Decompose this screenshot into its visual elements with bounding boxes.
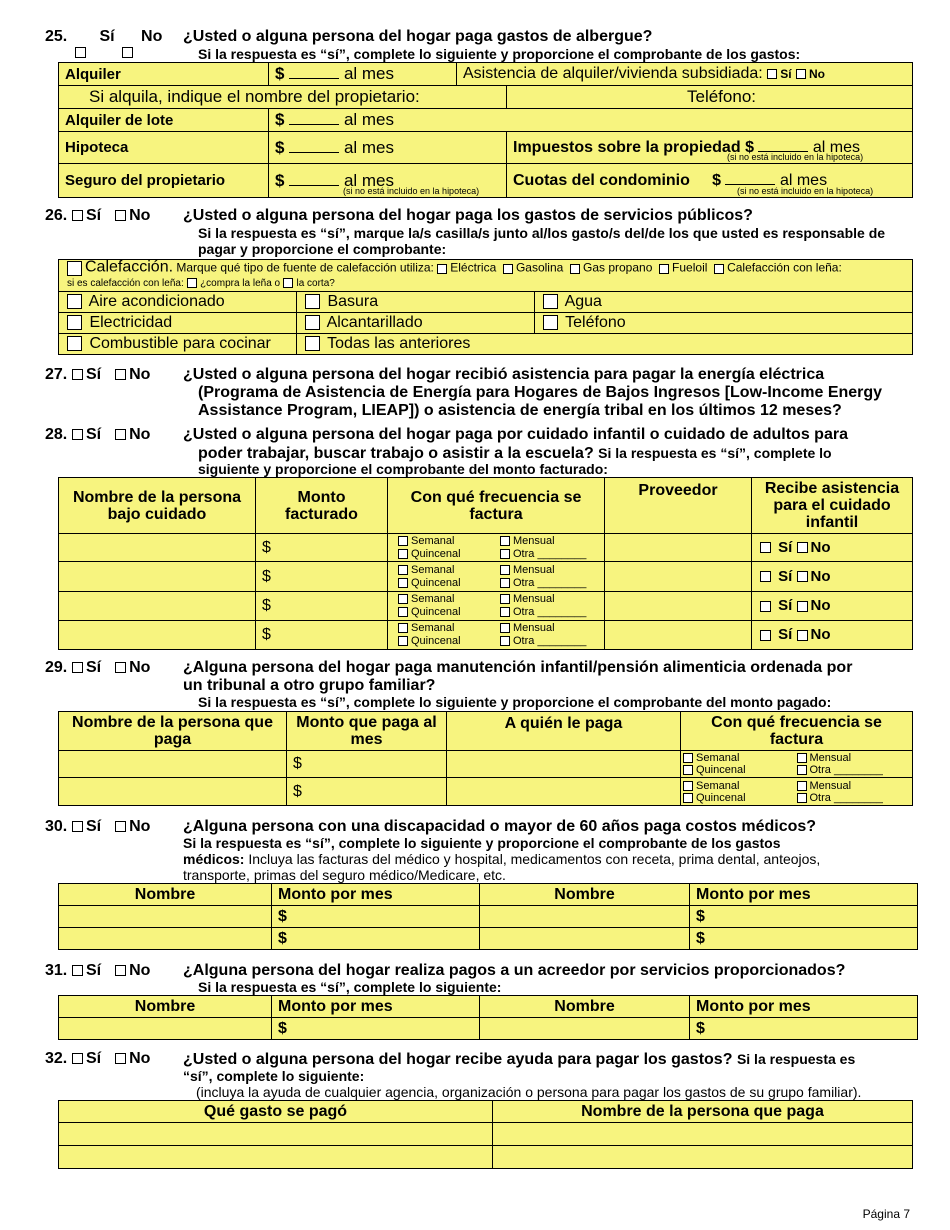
utility-sewer[interactable]: Alcantarillado: [297, 313, 535, 334]
subsidy-yes-checkbox[interactable]: [767, 69, 777, 79]
utility-air-conditioning[interactable]: Aire acondicionado: [59, 292, 297, 313]
header-monthly-amount: Monto que paga al mes: [287, 712, 447, 751]
header-billed-amount: Monto facturado: [256, 478, 388, 534]
q31-question: ¿Alguna persona del hogar realiza pagos a un acreedor por servicios proporcionados?: [183, 962, 846, 979]
q29-child-support-table: [58, 711, 913, 806]
q25-shelter-table: [58, 62, 913, 198]
frequency-options: Semanal Mensual Quincenal Otra ________: [388, 534, 605, 562]
q30-instruction-3: transporte, primas del seguro médico/Medicare, etc.: [183, 867, 506, 883]
billed-amount-field[interactable]: $: [256, 534, 388, 562]
q26-utilities-table: [58, 259, 913, 355]
q27-question-line-3: Assistance Program, LIEAP]) o asistencia de energía tribal en los últimos 12 meses?: [198, 402, 842, 419]
mortgage-label: Hipoteca: [59, 132, 269, 164]
payer-name-field[interactable]: [493, 1146, 913, 1169]
frequency-options: Semanal Mensual Quincenal Otra ________: [388, 621, 605, 650]
wood-cut-checkbox[interactable]: [283, 278, 293, 288]
header-name: Nombre: [480, 884, 690, 906]
header-receives-assistance: Recibe asistencia para el cuidado infantil: [752, 478, 913, 534]
q31-creditor-table: [58, 995, 918, 1040]
care-person-field[interactable]: [59, 562, 256, 592]
q30-medical-table: [58, 883, 918, 950]
wood-buy-checkbox[interactable]: [187, 278, 197, 288]
frequency-options: Semanal Mensual Quincenal Otra ________: [681, 751, 913, 778]
q29-header: 29. Sí No: [45, 659, 151, 676]
q32-instruction: “sí”, complete lo siguiente:: [183, 1068, 365, 1084]
heating-propane-checkbox[interactable]: [570, 264, 580, 274]
q26-header: 26. Sí No: [45, 207, 151, 224]
header-provider: Proveedor: [605, 478, 752, 534]
expense-paid-field[interactable]: [59, 1123, 493, 1146]
header-monthly-amount: Monto por mes: [272, 996, 480, 1018]
lot-rent-amount-field[interactable]: $ al mes: [269, 109, 913, 132]
care-person-field[interactable]: [59, 621, 256, 650]
utility-telephone[interactable]: Teléfono: [535, 313, 913, 334]
name-field[interactable]: [59, 928, 272, 950]
name-field[interactable]: [59, 906, 272, 928]
q27-question-line-2: (Programa de Asistencia de Energía para Hogares de Bajos Ingresos [Low-Income Energy: [198, 384, 883, 401]
q27-header: 27. Sí No: [45, 366, 151, 383]
q31-header: 31. Sí No: [45, 962, 151, 979]
q25-question: ¿Usted o alguna persona del hogar paga gastos de albergue?: [183, 28, 653, 45]
table-row: [59, 906, 918, 928]
header-name: Nombre: [480, 996, 690, 1018]
q28-instruction: siguiente y proporcione el comprobante del monto facturado:: [198, 461, 608, 477]
assistance-options: Sí No: [752, 562, 913, 592]
rent-amount-field[interactable]: $ al mes: [269, 63, 457, 86]
payee-field[interactable]: [447, 778, 681, 806]
frequency-options: Semanal Mensual Quincenal Otra ________: [681, 778, 913, 806]
amount-field[interactable]: $: [272, 1018, 480, 1040]
q29-yes-checkbox[interactable]: [72, 662, 83, 673]
q25-yes-checkbox[interactable]: [75, 47, 86, 58]
q25-no-checkbox[interactable]: [122, 47, 133, 58]
q32-help-table: [58, 1100, 913, 1169]
billed-amount-field[interactable]: $: [256, 592, 388, 621]
name-field[interactable]: [480, 906, 690, 928]
q32-header: 32. Sí No: [45, 1050, 151, 1067]
payer-name-field[interactable]: [493, 1123, 913, 1146]
q26-instruction: Si la respuesta es “sí”, marque la/s casilla/s junto al/los gasto/s del/de los que usted es responsable de pagar y proporcione el comprobante:: [198, 225, 886, 257]
care-person-field[interactable]: [59, 592, 256, 621]
mortgage-amount-field[interactable]: $ al mes: [269, 132, 507, 164]
q27-no-checkbox[interactable]: [115, 369, 126, 380]
q28-question-line-1: ¿Usted o alguna persona del hogar paga por cuidado infantil o cuidado de adultos para: [183, 426, 848, 443]
table-row: [59, 778, 913, 806]
no-label: No: [141, 28, 163, 45]
amount-field[interactable]: $: [690, 1018, 918, 1040]
header-monthly-amount: Monto por mes: [690, 884, 918, 906]
q32-yes-checkbox[interactable]: [72, 1053, 83, 1064]
frequency-options: Semanal Mensual Quincenal Otra ________: [388, 592, 605, 621]
q29-instruction: Si la respuesta es “sí”, complete lo siguiente y proporcione el comprobante del monto pagado:: [198, 694, 832, 710]
table-row: [59, 562, 913, 592]
amount-field[interactable]: $: [690, 906, 918, 928]
header-monthly-amount: Monto por mes: [272, 884, 480, 906]
name-field[interactable]: [480, 1018, 690, 1040]
utility-all-above[interactable]: Todas las anteriores: [297, 334, 913, 355]
monthly-amount-field[interactable]: $: [287, 751, 447, 778]
q26-question: ¿Usted o alguna persona del hogar paga los gastos de servicios públicos?: [183, 207, 753, 224]
header-payer-name: Nombre de la persona que paga: [493, 1101, 913, 1123]
q28-header: 28. Sí No: [45, 426, 151, 443]
landlord-name-field[interactable]: Si alquila, indique el nombre del propietario:: [59, 86, 507, 109]
q28-question-line-2: poder trabajar, buscar trabajo o asistir a la escuela? Si la respuesta es “sí”, complete lo: [198, 445, 832, 462]
q29-question-line-2: un tribunal a otro grupo familiar?: [183, 677, 436, 694]
q26-yes-checkbox[interactable]: [72, 210, 83, 221]
table-row: [59, 928, 918, 950]
q30-instruction-1: Si la respuesta es “sí”, complete lo siguiente y proporcione el comprobante de los gastos: [183, 835, 781, 851]
header-billing-frequency: Con qué frecuencia se factura: [388, 478, 605, 534]
q28-yes-checkbox[interactable]: [72, 429, 83, 440]
header-name: Nombre: [59, 996, 272, 1018]
q32-question: ¿Usted o alguna persona del hogar recibe ayuda para pagar los gastos? Si la respuesta es: [183, 1051, 856, 1068]
frequency-options: Semanal Mensual Quincenal Otra ________: [388, 562, 605, 592]
q29-question-line-1: ¿Alguna persona del hogar paga manutención infantil/pensión alimenticia ordenada por: [183, 659, 853, 676]
header-name: Nombre: [59, 884, 272, 906]
q30-question: ¿Alguna persona con una discapacidad o mayor de 60 años paga costos médicos?: [183, 818, 817, 835]
table-row: [59, 534, 913, 562]
heating-wood-checkbox[interactable]: [714, 264, 724, 274]
provider-field[interactable]: [605, 534, 752, 562]
landlord-phone-field[interactable]: Teléfono:: [507, 86, 913, 109]
q27-question-line-1: ¿Usted o alguna persona del hogar recibió asistencia para pagar la energía eléctrica: [183, 366, 825, 383]
amount-field[interactable]: $: [690, 928, 918, 950]
condo-fees-field[interactable]: Cuotas del condominio $ al mes (si no está incluido en la hipoteca): [507, 164, 913, 198]
q30-no-checkbox[interactable]: [115, 821, 126, 832]
q31-instruction: Si la respuesta es “sí”, complete lo siguiente:: [198, 979, 502, 995]
utility-electricity[interactable]: Electricidad: [59, 313, 297, 334]
yes-label: Sí: [99, 28, 115, 45]
header-care-person: Nombre de la persona bajo cuidado: [59, 478, 256, 534]
q31-yes-checkbox[interactable]: [72, 965, 83, 976]
table-row: [59, 592, 913, 621]
table-row: [59, 1146, 913, 1169]
q30-yes-checkbox[interactable]: [72, 821, 83, 832]
heating-gasoline-checkbox[interactable]: [503, 264, 513, 274]
table-row: [59, 1123, 913, 1146]
q30-instruction-2: médicos: Incluya las facturas del médico y hospital, medicamentos con receta, prima dental, anteojos,: [183, 851, 821, 867]
provider-field[interactable]: [605, 562, 752, 592]
expense-paid-field[interactable]: [59, 1146, 493, 1169]
utility-garbage[interactable]: Basura: [297, 292, 535, 313]
q25-header: [45, 28, 162, 46]
utility-water[interactable]: Agua: [535, 292, 913, 313]
lot-rent-label: Alquiler de lote: [59, 109, 269, 132]
heating-row: Calefacción. Marque qué tipo de fuente de calefacción utiliza: Eléctrica Gasolina Gas propano Fueloil Calefacción con leña: si es calefacción con leña: ¿compra la leña o la corta?: [59, 260, 913, 292]
billed-amount-field[interactable]: $: [256, 621, 388, 650]
property-tax-field[interactable]: Impuestos sobre la propiedad $ al mes (si no está incluido en la hipoteca): [507, 132, 913, 164]
q25-instruction: Si la respuesta es “sí”, complete lo siguiente y proporcione el comprobante de los gastos:: [198, 46, 801, 62]
q32-note: (incluya la ayuda de cualquier agencia, organización o persona para pagar los gastos de su grupo familiar).: [196, 1084, 862, 1100]
amount-field[interactable]: $: [272, 928, 480, 950]
question-number: 25.: [45, 28, 68, 45]
monthly-amount-field[interactable]: $: [287, 778, 447, 806]
heating-electric-checkbox[interactable]: [437, 264, 447, 274]
owner-insurance-label: Seguro del propietario: [59, 164, 269, 198]
payer-name-field[interactable]: [59, 778, 287, 806]
billed-amount-field[interactable]: $: [256, 562, 388, 592]
subsidy-no-checkbox[interactable]: [796, 69, 806, 79]
care-person-field[interactable]: [59, 534, 256, 562]
header-monthly-amount: Monto por mes: [690, 996, 918, 1018]
amount-field[interactable]: $: [272, 906, 480, 928]
payer-name-field[interactable]: [59, 751, 287, 778]
q32-no-checkbox[interactable]: [115, 1053, 126, 1064]
utility-cooking-fuel[interactable]: Combustible para cocinar: [59, 334, 297, 355]
heating-checkbox[interactable]: [67, 261, 82, 276]
table-row: [59, 751, 913, 778]
table-row: [59, 621, 913, 650]
header-payee: A quién le paga: [447, 712, 681, 751]
assistance-options: Sí No: [752, 592, 913, 621]
q31-no-checkbox[interactable]: [115, 965, 126, 976]
rent-label: Alquiler: [59, 63, 269, 86]
q30-header: 30. Sí No: [45, 818, 151, 835]
assistance-options: Sí No: [752, 621, 913, 650]
table-row: [59, 1018, 918, 1040]
payee-field[interactable]: [447, 751, 681, 778]
q28-no-checkbox[interactable]: [115, 429, 126, 440]
header-payer-name: Nombre de la persona que paga: [59, 712, 287, 751]
name-field[interactable]: [59, 1018, 272, 1040]
provider-field[interactable]: [605, 621, 752, 650]
header-frequency: Con qué frecuencia se factura: [681, 712, 913, 751]
header-expense-paid: Qué gasto se pagó: [59, 1101, 493, 1123]
owner-insurance-amount-field[interactable]: $ al mes (si no está incluido en la hipoteca): [269, 164, 507, 198]
subsidy-cell: Asistencia de alquiler/vivienda subsidiada: Sí No: [457, 63, 913, 86]
name-field[interactable]: [480, 928, 690, 950]
q29-no-checkbox[interactable]: [115, 662, 126, 673]
q28-care-table: [58, 477, 913, 650]
q27-yes-checkbox[interactable]: [72, 369, 83, 380]
page-number: Página 7: [862, 1207, 910, 1221]
assistance-options: Sí No: [752, 534, 913, 562]
heating-fuel-oil-checkbox[interactable]: [659, 264, 669, 274]
q26-no-checkbox[interactable]: [115, 210, 126, 221]
provider-field[interactable]: [605, 592, 752, 621]
